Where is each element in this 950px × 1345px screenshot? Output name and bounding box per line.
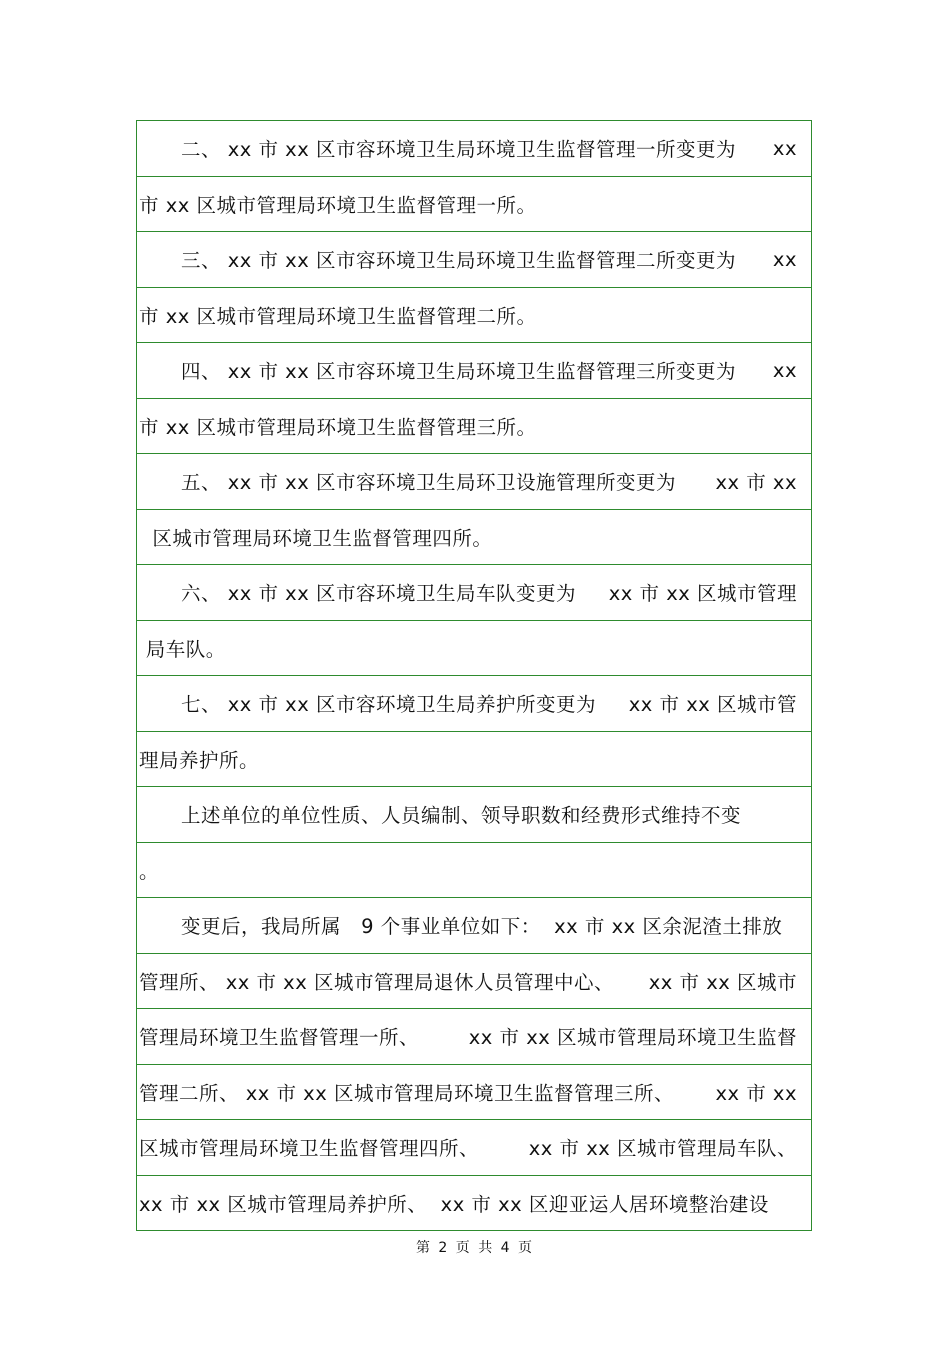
text-line [137,177,811,233]
line-text-tail: xx 市 xx 区城市管理局车队、 [528,1137,797,1161]
text-line [137,232,811,288]
text-line [137,732,811,788]
line-text: 市 xx 区城市管理局环境卫生监督管理一所。 [139,193,537,217]
text-line [137,1120,811,1176]
line-text: 管理所、 xx 市 xx 区城市管理局退休人员管理中心、 [139,970,614,994]
line-text-tail: xx 市 xx 区城市管理 [608,582,797,606]
line-text: 三、 xx 市 xx 区市容环境卫生局环境卫生监督管理二所变更为 [181,249,736,273]
document-frame [136,120,812,1231]
line-text-tail: xx 市 xx [715,1081,797,1105]
line-text: 。 [139,859,160,883]
line-text: 五、 xx 市 xx 区市容环境卫生局环卫设施管理所变更为 [181,471,676,495]
text-line [137,843,811,899]
text-line [137,1065,811,1121]
text-line [137,1176,811,1232]
text-line [137,399,811,455]
text-line [137,787,811,843]
line-text-tail: xx [772,358,797,382]
text-line [137,621,811,677]
line-text-tail: xx 市 xx [715,471,797,495]
page-number: 第 2 页 共 4 页 [415,1240,535,1256]
line-text-tail: xx 市 xx 区城市管理局环境卫生监督 [468,1026,797,1050]
line-text: 区城市管理局环境卫生监督管理四所。 [139,526,493,550]
line-text: 七、 xx 市 xx 区市容环境卫生局养护所变更为 [181,693,596,717]
text-line [137,676,811,732]
text-line [137,898,811,954]
line-text: xx 市 xx 区城市管理局养护所、 xx 市 xx 区迎亚运人居环境整治建设 [139,1193,769,1217]
text-line [137,1009,811,1065]
line-text: 四、 xx 市 xx 区市容环境卫生局环境卫生监督管理三所变更为 [181,360,736,384]
text-line [137,288,811,344]
line-text-tail: xx 市 xx 区城市 [648,970,797,994]
line-text: 管理二所、 xx 市 xx 区城市管理局环境卫生监督管理三所、 [139,1081,674,1105]
line-text: 上述单位的单位性质、人员编制、领导职数和经费形式维持不变 [181,804,742,828]
text-line [137,121,811,177]
line-text: 六、 xx 市 xx 区市容环境卫生局车队变更为 [181,582,576,606]
line-text: 市 xx 区城市管理局环境卫生监督管理三所。 [139,415,537,439]
line-text: 变更后，我局所属 9 个事业单位如下： xx 市 xx 区余泥渣土排放 [181,915,783,939]
line-text: 市 xx 区城市管理局环境卫生监督管理二所。 [139,304,537,328]
line-text: 区城市管理局环境卫生监督管理四所、 [139,1137,480,1161]
text-line [137,343,811,399]
text-line [137,954,811,1010]
line-text-tail: xx 市 xx 区城市管 [628,693,797,717]
line-text: 管理局环境卫生监督管理一所、 [139,1026,420,1050]
text-line [137,454,811,510]
text-line [137,510,811,566]
line-text: 局车队。 [139,637,226,661]
line-text: 二、 xx 市 xx 区市容环境卫生局环境卫生监督管理一所变更为 [181,138,736,162]
line-text-tail: xx [772,247,797,271]
text-line [137,565,811,621]
line-text: 理局养护所。 [139,748,260,772]
line-text-tail: xx [772,136,797,160]
